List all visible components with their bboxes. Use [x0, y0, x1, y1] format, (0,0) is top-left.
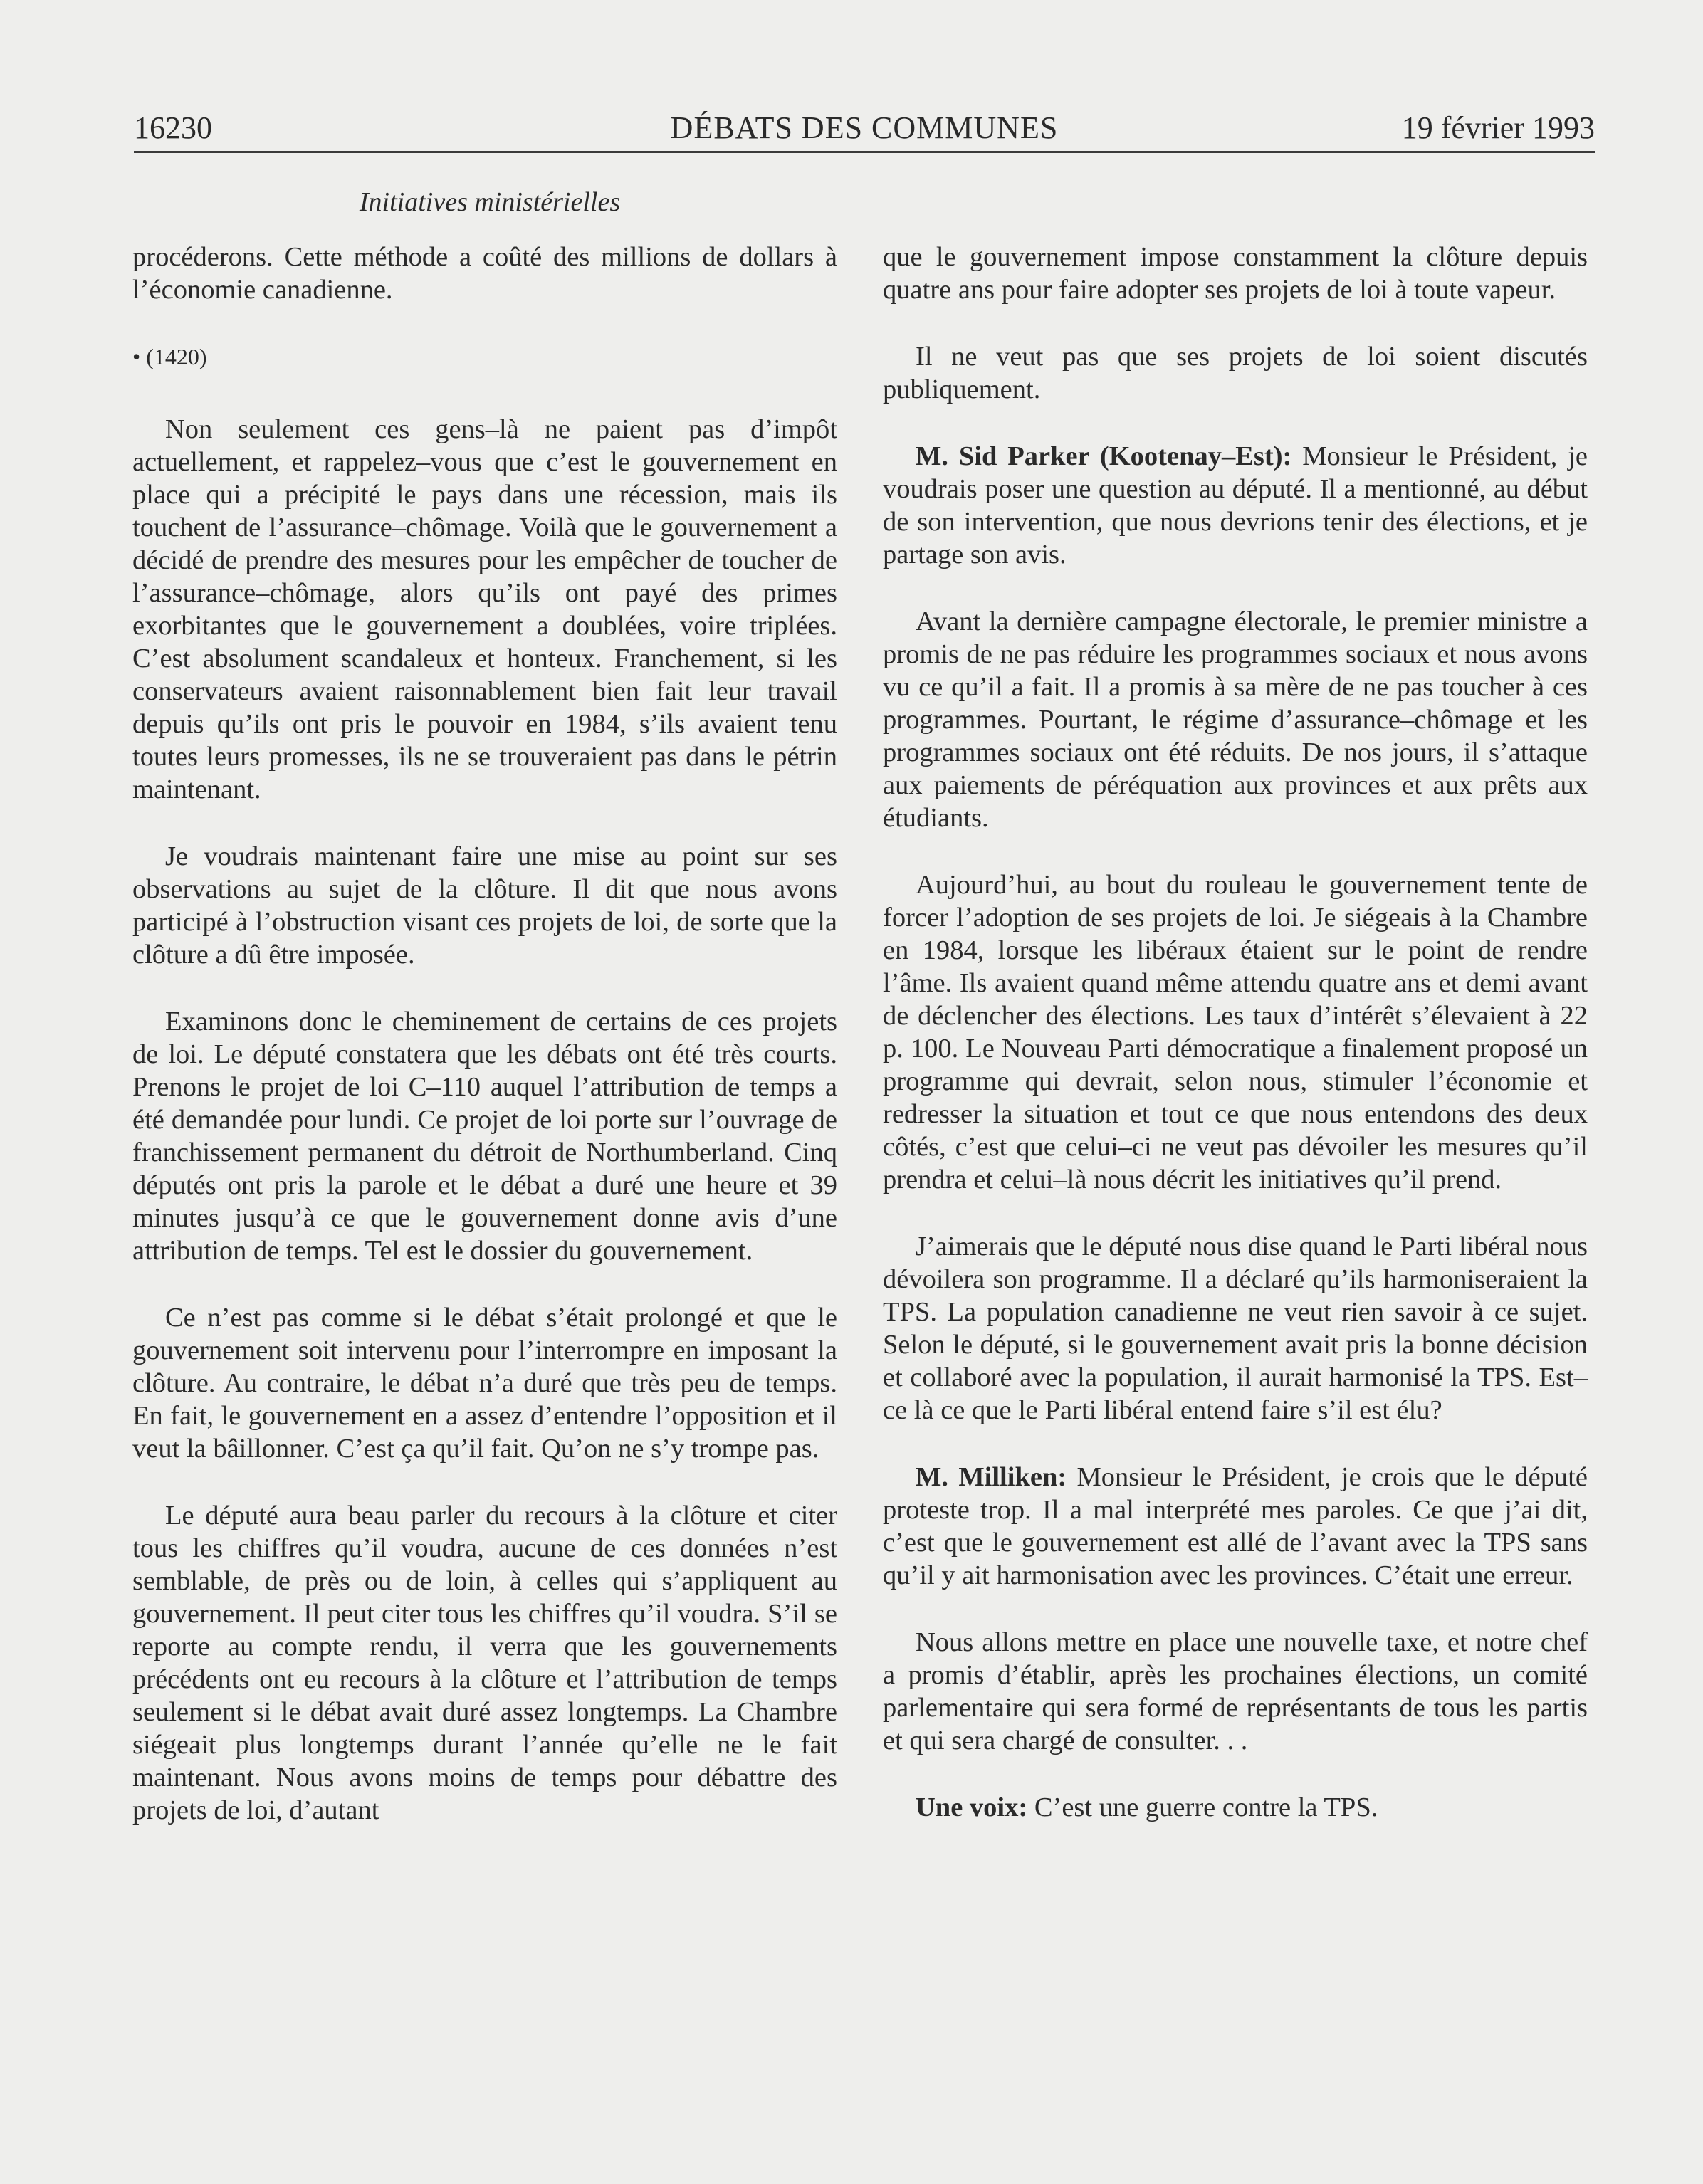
speech-paragraph — [883, 440, 1588, 571]
paragraph: Examinons donc le cheminement de certains de ces projets de loi. Le député constatera que les débats ont été très courts. Prenons le projet de loi C–110 auquel l’attribution de temps a été demandée pour lundi. Ce projet de loi porte sur l’ouvrage de franchissement permanent du détroit de Northumberland. Cinq députés ont pris la parole et le débat a duré une heure et 39 minutes jusqu’à ce que le gouvernement donne avis d’une attribution de temps. Tel est le dossier du gouvernement. — [132, 1007, 837, 1266]
speech-paragraph — [883, 1791, 1588, 1824]
paragraph: Aujourd’hui, au bout du rouleau le gouvernement tente de forcer l’adoption de ses projets de loi. Je siégeais à la Chambre en 1984, lorsque les libéraux étaient sur le point de rendre l’âme. Ils avaient quand même attendu quatre ans et demi avant de déclencher des élections. Les taux d’intérêt s’élevaient à 22 p. 100. Le Nouveau Parti démocratique a finalement proposé un programme qui devrait, selon nous, stimuler l’économie et redresser la situation et tout ce que nous entendons des deux côtés, c’est que celui–ci ne veut pas dévoiler les mesures qu’il prendra et celui–là nous décrit les initiatives qu’il prend. — [883, 870, 1588, 1195]
paragraph: Non seulement ces gens–là ne paient pas d’impôt actuellement, et rappelez–vous que c’est le gouvernement en place qui a précipité le pays dans une récession, mais ils touchent de l’assurance–chômage. Voilà que le gouvernement a décidé de prendre des mesures pour les empêcher de toucher de l’assurance–chômage, alors qu’ils ont payé des primes exorbitantes que le gouvernement a doublées, voire triplées. C’est absolument scandaleux et honteux. Franchement, si les conservateurs avaient raisonnablement bien fait leur travail depuis qu’ils ont pris le pouvoir en 1984, s’ils avaient tenu toutes leurs promesses, ils ne se trouveraient pas dans le pétrin maintenant. — [132, 414, 837, 804]
page-date: 19 février 1993 — [1401, 110, 1595, 145]
paragraph: Le député aura beau parler du recours à la clôture et citer tous les chiffres qu’il voudra, aucune de ces données n’est semblable, de près ou de loin, à celles qui s’appliquent au gouvernement. Il peut citer tous les chiffres qu’il voudra. S’il se reporte au compte rendu, il verra que les gouvernements précédents ont eu recours à la clôture et l’attribution de temps seulement si le débat avait duré assez longtemps. La Chambre siégeait plus longtemps durant l’année qu’elle ne le fait maintenant. Nous avons moins de temps pour débattre des projets de loi, d’autant — [132, 1501, 837, 1825]
speech-text: Monsieur le Président, je voudrais poser une question au député. Il a mentionné, au début de son intervention, que nous devrions tenir des élections, et je partage son avis. — [883, 441, 1588, 569]
speech-paragraph — [883, 1461, 1588, 1592]
paragraph: Nous allons mettre en place une nouvelle taxe, et notre chef a promis d’établir, après les prochaines élections, un comité parlementaire qui sera formé de représentants de tous les partis et qui sera chargé de consulter. . . — [883, 1627, 1588, 1755]
paragraph: Ce n’est pas comme si le débat s’était prolongé et que le gouvernement soit intervenu pour l’interrompre en imposant la clôture. Au contraire, le débat n’a duré que très peu de temps. En fait, le gouvernement en a assez d’entendre l’opposition et il veut la bâillonner. C’est ça qu’il fait. Qu’on ne s’y trompe pas. — [132, 1303, 837, 1464]
timestamp: • (1420) — [132, 344, 207, 369]
paragraph: procéderons. Cette méthode a coûté des millions de dollars à l’économie canadienne. — [132, 242, 837, 305]
page-number: 16230 — [134, 110, 212, 145]
left-column — [132, 241, 837, 1861]
paragraph: Il ne veut pas que ses projets de loi soient discutés publiquement. — [883, 342, 1588, 404]
speaker-name: M. Milliken: — [916, 1462, 1067, 1492]
paragraph: Avant la dernière campagne électorale, le premier ministre a promis de ne pas réduire les programmes sociaux et nous avons vu ce qu’il a fait. Il a promis à sa mère de ne pas toucher à ces programmes. Pourtant, le régime d’assurance–chômage et les programmes sociaux ont été réduits. De nos jours, il s’attaque aux paiements de péréquation aux provinces et aux prêts aux étudiants. — [883, 607, 1588, 833]
speech-text: C’est une guerre contre la TPS. — [1027, 1792, 1378, 1822]
speech-text: Monsieur le Président, je crois que le député proteste trop. Il a mal interprété mes paroles. Ce que j’ai dit, c’est que le gouvernement est allé de l’avant avec la TPS sans qu’il y ait harmonisation avec les provinces. C’était une erreur. — [883, 1462, 1588, 1590]
speaker-name: Une voix: — [916, 1792, 1028, 1822]
speaker-name: M. Sid Parker (Kootenay–Est): — [916, 441, 1292, 471]
page-header — [134, 107, 1595, 153]
right-column — [883, 241, 1588, 1858]
paragraph: que le gouvernement impose constamment la clôture depuis quatre ans pour faire adopter ses projets de loi à toute vapeur. — [883, 242, 1588, 305]
journal-title: DÉBATS DES COMMUNES — [670, 110, 1059, 145]
paragraph: J’aimerais que le député nous dise quand le Parti libéral nous dévoilera son programme. Il a déclaré qu’ils harmoniseraient la TPS. La population canadienne ne veut rien savoir à ce sujet. Selon le député, si le gouvernement avait pris la bonne décision et collaboré avec la population, il aurait harmonisé la TPS. Est–ce là ce que le Parti libéral entend faire s’il est élu? — [883, 1232, 1588, 1425]
section-label: Initiatives ministérielles — [359, 187, 621, 217]
paragraph: Je voudrais maintenant faire une mise au point sur ses observations au sujet de la clôture. Il dit que nous avons participé à l’obstruction visant ces projets de loi, de sorte que la clôture a dû être imposée. — [132, 841, 837, 970]
